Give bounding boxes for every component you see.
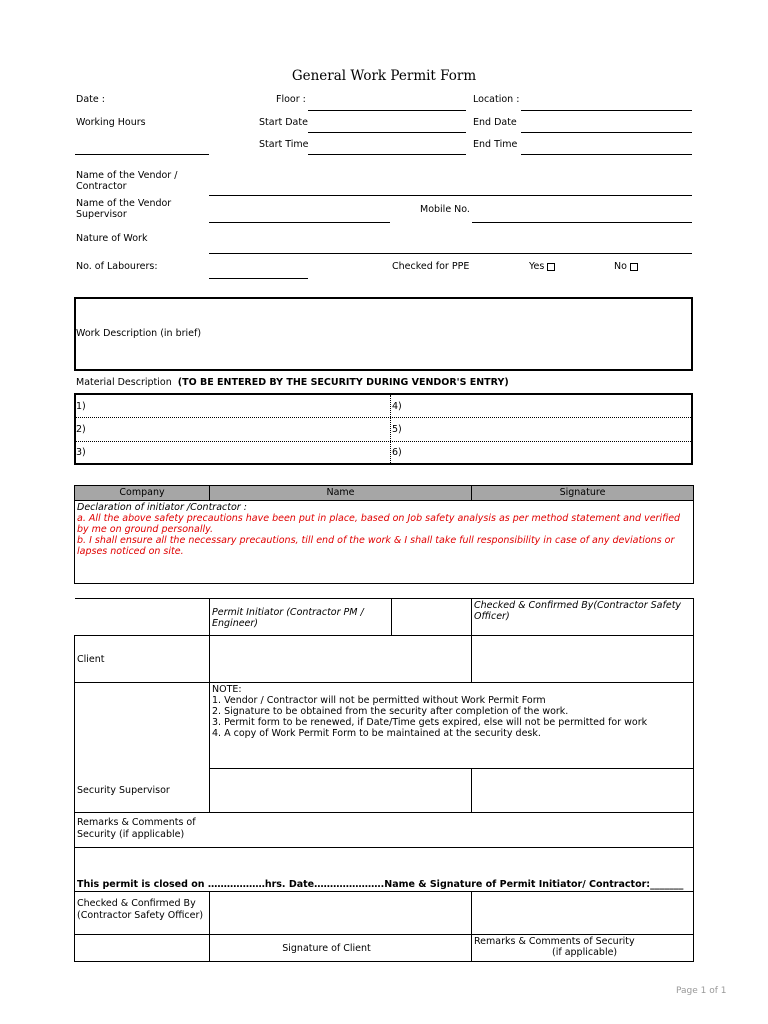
security-supervisor-name[interactable] — [210, 769, 472, 813]
closed-line: This permit is closed on ………………hrs. Date………………….Name & Signature of Permit Initiator/ Contractor:_______ — [75, 848, 694, 892]
permit-initiator-label: Permit Initiator (Contractor PM / Engineer) — [210, 599, 392, 636]
material-box — [74, 393, 693, 465]
location-field[interactable] — [521, 110, 692, 111]
labourers-label: No. of Labourers: — [76, 261, 158, 272]
security-supervisor-sign[interactable] — [472, 769, 694, 813]
note-left-cell — [75, 683, 210, 769]
yes-checkbox[interactable] — [547, 263, 555, 271]
material-col-divider — [390, 395, 391, 463]
client-confirmed-cell[interactable] — [472, 636, 694, 683]
floor-label: Floor : — [276, 94, 306, 105]
client-initiator-cell[interactable] — [210, 636, 472, 683]
remarks-security-2a: Remarks & Comments of Security — [474, 936, 635, 947]
nature-of-work-field[interactable] — [209, 253, 692, 254]
vendor-supervisor-label: Name of the Vendor Supervisor — [76, 198, 172, 220]
end-time-field[interactable] — [521, 154, 692, 155]
checked-safety-label: Checked & Confirmed By (Contractor Safety Officer) — [75, 892, 210, 935]
material-item-1[interactable]: 1) — [76, 401, 86, 412]
note-4: 4. A copy of Work Permit Form to be maintained at the security desk. — [212, 728, 541, 739]
page-title: General Work Permit Form — [291, 68, 477, 84]
end-date-field[interactable] — [521, 132, 692, 133]
material-item-2[interactable]: 2) — [76, 424, 86, 435]
material-row-divider-2 — [76, 441, 691, 442]
checked-safety-sign[interactable] — [472, 892, 694, 935]
start-date-field[interactable] — [308, 132, 466, 133]
ppe-label: Checked for PPE — [392, 261, 470, 272]
material-note: (TO BE ENTERED BY THE SECURITY DURING VENDOR'S ENTRY) — [177, 377, 509, 388]
remarks-security-label: Remarks & Comments of Security (if applicable) — [77, 817, 196, 840]
note-1: 1. Vendor / Contractor will not be permitted without Work Permit Form — [212, 695, 546, 706]
permit-initiator-sign[interactable] — [392, 599, 472, 636]
note-3: 3. Permit form to be renewed, if Date/Time gets expired, else will not be permitted for work — [212, 717, 648, 728]
declaration-title: Declaration of initiator /Contractor : — [77, 502, 247, 513]
remarks-security-2 — [472, 935, 694, 962]
blank-cell — [75, 599, 210, 636]
no-checkbox[interactable] — [630, 263, 638, 271]
date-label: Date : — [76, 94, 105, 105]
spacer-row — [75, 584, 694, 599]
client-label: Client — [75, 636, 210, 683]
vendor-supervisor-field[interactable] — [209, 222, 390, 223]
location-label: Location : — [473, 94, 520, 105]
ppe-no[interactable] — [614, 261, 638, 272]
mobile-field[interactable] — [472, 222, 692, 223]
declaration-b: b. I shall ensure all the necessary precautions, till end of the work & I shall take full responsibility in case of any deviations or lapses noticed on site. — [77, 535, 675, 557]
checked-confirmed-label: Checked & Confirmed By(Contractor Safety Officer) — [472, 599, 694, 636]
remarks-security-2b: (if applicable) — [552, 947, 618, 958]
remarks-security-cell[interactable] — [75, 813, 694, 848]
checked-safety-name[interactable] — [210, 892, 472, 935]
note-title: NOTE: — [212, 684, 242, 695]
floor-field[interactable] — [308, 110, 466, 111]
vendor-contractor-label: Name of the Vendor / Contractor — [76, 170, 178, 192]
header-signature: Signature — [472, 486, 694, 501]
ppe-yes-label: Yes — [529, 261, 545, 272]
notes-cell — [210, 683, 694, 769]
signature-client-label: Signature of Client — [210, 935, 472, 962]
declaration-a: a. All the above safety precautions have been put in place, based on Job safety analysis as per method statement and verified by me on ground personally. — [77, 513, 681, 535]
client-sign-blank — [75, 935, 210, 962]
end-date-label: End Date — [473, 117, 517, 128]
page-number: Page 1 of 1 — [676, 986, 727, 996]
declaration-cell — [75, 501, 694, 584]
note-2: 2. Signature to be obtained from the security after completion of the work. — [212, 706, 569, 717]
ppe-yes[interactable] — [529, 261, 555, 272]
material-label: Material Description — [76, 377, 172, 388]
mobile-label: Mobile No. — [420, 204, 470, 215]
work-description-label: Work Description (in brief) — [76, 328, 202, 339]
start-date-label: Start Date — [259, 117, 308, 128]
working-hours-field[interactable] — [75, 154, 209, 155]
end-time-label: End Time — [473, 139, 518, 150]
nature-of-work-label: Nature of Work — [76, 233, 148, 244]
header-name: Name — [210, 486, 472, 501]
working-hours-label: Working Hours — [76, 117, 146, 128]
material-item-6[interactable]: 6) — [392, 447, 402, 458]
vendor-contractor-field[interactable] — [209, 195, 692, 196]
material-description-label — [76, 377, 509, 388]
start-time-field[interactable] — [308, 154, 466, 155]
ppe-no-label: No — [614, 261, 627, 272]
labourers-field[interactable] — [209, 278, 308, 279]
security-supervisor-label: Security Supervisor — [75, 769, 210, 813]
start-time-label: Start Time — [259, 139, 309, 150]
material-item-4[interactable]: 4) — [392, 401, 402, 412]
permit-table — [74, 485, 694, 962]
material-item-5[interactable]: 5) — [392, 424, 402, 435]
header-company: Company — [75, 486, 210, 501]
material-row-divider-1 — [76, 417, 691, 418]
material-item-3[interactable]: 3) — [76, 447, 86, 458]
